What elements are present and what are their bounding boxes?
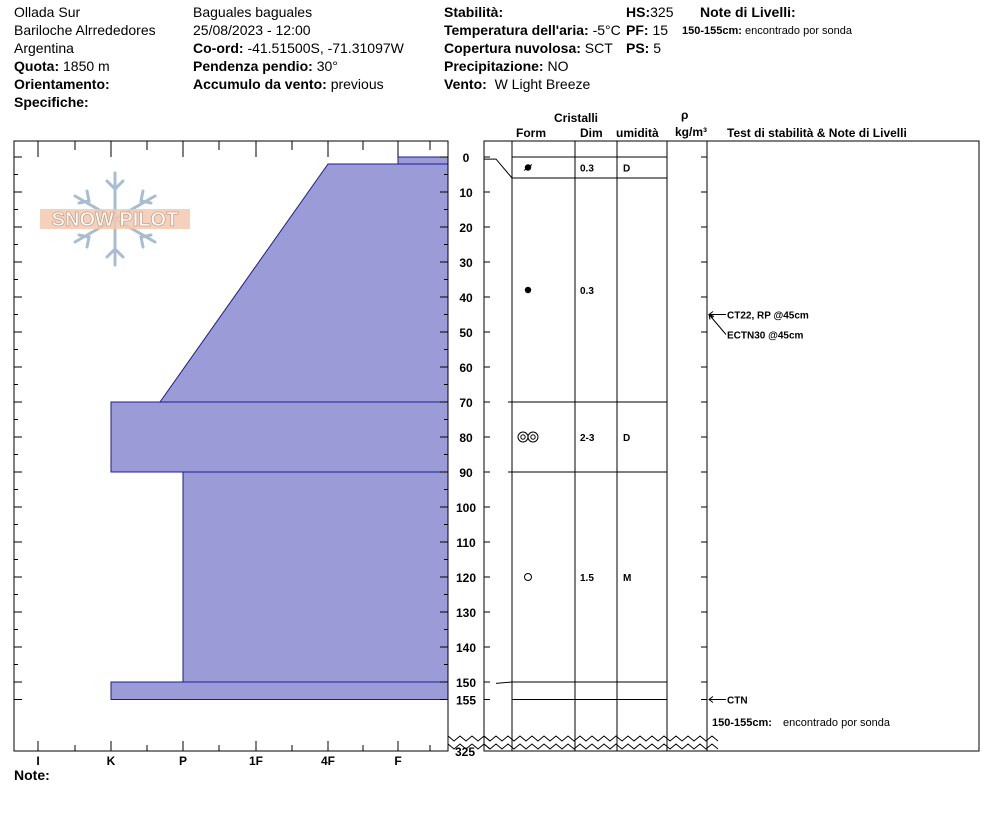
melt-form-circle [525,574,532,581]
hs-label: HS: [626,4,651,20]
header-dim: Dim [580,126,603,140]
location-line-2: Bariloche Alrrededores [14,22,156,38]
slope-value: 30° [316,58,338,74]
hardness-layer-1 [160,164,448,402]
layers-table-frame [484,141,979,751]
depth-tick-label-8: 80 [459,431,473,445]
depth-tick-label-13: 130 [455,606,477,620]
hardness-layer-4 [111,682,448,700]
depth-tick-label-11: 110 [456,536,476,550]
depth-hoar-inner-2 [531,435,535,439]
depth-tick-label-3: 30 [459,256,473,270]
hardness-tick-label-4: 4F [320,754,336,768]
depth-tick-label-15: 150 [455,676,477,690]
logo-text: SNOW PILOT [51,209,179,231]
temp-value: -5°C [592,22,621,38]
wind-acc-label: Accumulo da vento: [193,76,327,92]
depth-tick-label-2: 20 [459,221,473,235]
boundary-connector-top [484,159,512,178]
layer-form-icon-1 [525,287,531,293]
layer-dim-0: 0.3 [580,163,594,175]
layer-moisture-3: M [623,573,632,584]
test-arrow-1 [709,315,726,335]
hardness-layer-2 [111,402,448,472]
depth-tick-label-10: 100 [455,501,477,515]
site-name: Baguales baguales [193,4,313,20]
boundary-connector-bottom [496,682,512,683]
layer-dim-2: 2-3 [580,433,595,444]
test-arrow-0 [709,312,726,318]
orient-label: Orientamento: [14,76,110,92]
pf-value: 15 [652,22,669,38]
layer-form-icon-2 [518,432,538,442]
depth-hoar-outer-1 [518,432,528,442]
test-label-1: ECTN30 @45cm [727,330,804,342]
header-umidita: umidità [616,126,659,140]
test-arrow-2 [709,697,726,703]
precip-value: NO [547,58,569,74]
ps-label: PS: [626,40,650,56]
layer-moisture-0: D [623,163,631,175]
header-tests: Test di stabilità & Note di Livelli [727,126,907,140]
layer-dim-3: 1.5 [580,573,594,584]
hs-value: 325 [650,4,674,20]
wind-label: Vento: [444,76,487,92]
slope-label: Pendenza pendio: [193,58,313,74]
hardness-layer-0 [398,157,448,164]
stab-label: Stabilità: [444,4,504,20]
wind-value: W Light Breeze [494,76,591,92]
depth-tick-label-0: 0 [462,151,470,165]
layer-moisture-2: D [623,433,631,444]
quota-value: 1850 m [63,58,110,74]
wind-acc-value: previous [330,76,384,92]
hardness-tick-label-3: 1F [248,754,264,768]
layer-form-icon-0 [524,164,532,170]
depth-hoar-inner-1 [521,435,525,439]
precip-label: Precipitazione: [444,58,544,74]
bottom-depth-label: 325 [455,745,476,759]
layer-form-icon-3 [525,574,532,581]
notes-text: encontrado por sonda [745,25,853,37]
pf-label: PF: [626,22,649,38]
depth-tick-label-12: 120 [455,571,477,585]
cloud-label: Copertura nuvolosa: [444,40,581,56]
depth-tick-label-7: 70 [459,396,473,410]
header-rho: ρ [681,108,689,122]
date-time: 25/08/2023 - 12:00 [193,22,311,38]
location-line-3: Argentina [14,40,74,56]
location-line-1: Ollada Sur [14,4,81,20]
rounded-grain-dot [525,287,531,293]
depth-tick-label-4: 40 [459,291,473,305]
test-label-2: CTN [727,695,748,707]
coord-label: Co-ord: [193,40,244,56]
depth-tick-label-6: 60 [459,361,473,375]
stability-tests [709,311,809,707]
bottom-note-range: 150-155cm: [712,717,772,729]
notes-range: 150-155cm: [682,25,742,37]
coord-value: -41.51500S, -71.31097W [247,40,404,56]
hardness-tick-label-5: F [394,754,402,768]
ps-value: 5 [653,40,662,56]
temp-label: Temperatura dell'aria: [444,22,589,38]
header-form: Form [516,126,546,140]
hardness-tick-label-0: I [36,754,40,768]
spec-label: Specifiche: [14,94,89,110]
hardness-profile [111,157,448,700]
header-kgm3: kg/m³ [675,125,708,139]
depth-tick-label-1: 10 [459,186,473,200]
depth-hoar-outer-2 [528,432,538,442]
test-label-0: CT22, RP @45cm [727,310,809,322]
quota-label: Quota: [14,58,60,74]
hardness-tick-label-2: P [178,754,188,768]
cloud-value: SCT [584,40,613,56]
hardness-tick-label-1: K [106,754,116,768]
depth-tick-label-16: 155 [455,693,477,708]
zigzag-break-right [484,736,718,749]
hardness-layer-3 [183,472,448,682]
note-label: Note: [14,767,50,783]
header-cristalli: Cristalli [554,111,599,125]
snowpilot-logo [40,173,190,265]
notes-title: Note di Livelli: [700,4,796,20]
depth-tick-label-5: 50 [459,326,473,340]
depth-tick-label-14: 140 [455,641,477,655]
depth-tick-label-9: 90 [459,466,473,480]
layer-dim-1: 0.3 [580,286,594,297]
bottom-note-text: encontrado por sonda [783,717,891,729]
